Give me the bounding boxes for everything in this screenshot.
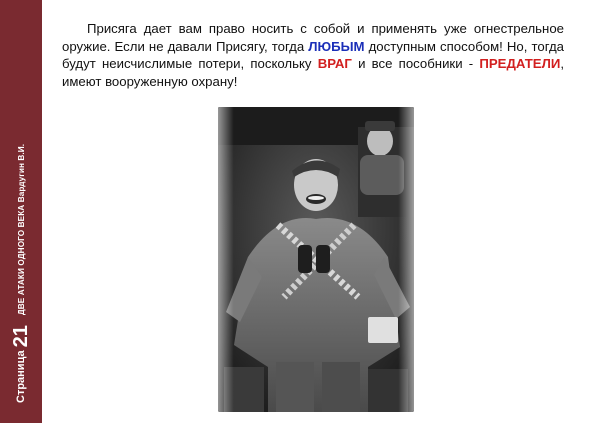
page-label: Страница	[15, 350, 27, 403]
photo-illustration	[218, 107, 414, 412]
page-number: 21	[9, 325, 32, 348]
book-title: ДВЕ АТАКИ ОДНОГО ВЕКА Вардугин В.И.	[16, 143, 26, 316]
text-part-2: доступным способом! Но, тогда будут неисчислимые потери, поскольку	[62, 38, 564, 71]
text-part-3: и все пособники -	[351, 56, 480, 71]
highlight-enemy: ВРАГ	[317, 56, 352, 71]
sidebar-caption	[1, 11, 41, 411]
historical-photo	[218, 107, 414, 412]
sidebar	[0, 0, 42, 423]
text-part-4: , имеют вооруженную охрану!	[62, 56, 564, 89]
main-paragraph	[62, 20, 564, 90]
text-part-1: Присяга дает вам право носить с собой и применять уже огнестрельное оружие. Если не давали Присягу, тогда	[62, 21, 564, 54]
highlight-traitors: ПРЕДАТЕЛИ	[479, 56, 561, 71]
highlight-any-means: ЛЮБЫМ	[308, 38, 365, 54]
